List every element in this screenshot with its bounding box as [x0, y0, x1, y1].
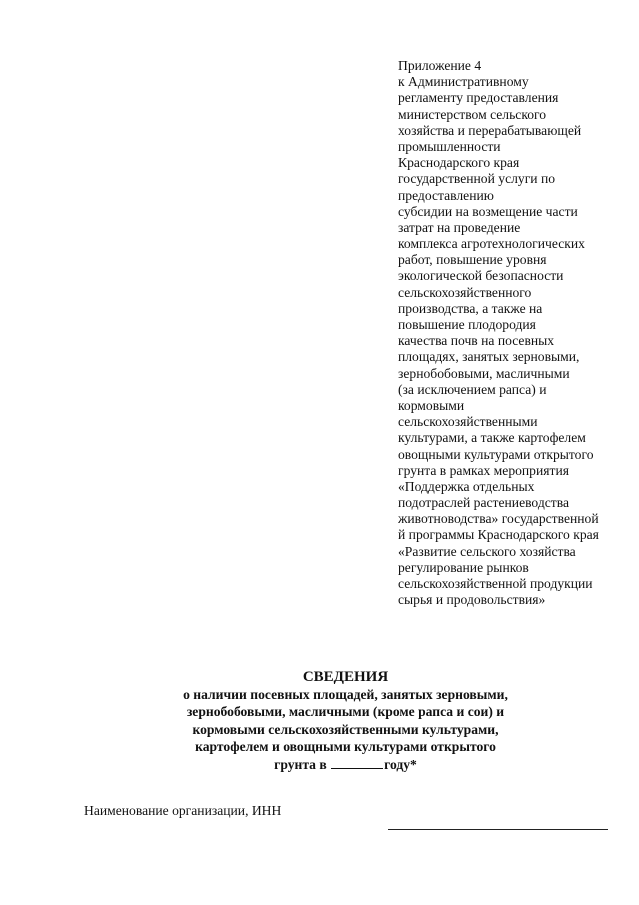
title-line-2: зернобобовыми, масличными (кроме рапса и сои) и [186, 704, 505, 720]
organization-underline [388, 829, 608, 830]
appendix-line: повышение плодородия [398, 317, 536, 332]
appendix-line: экологической безопасности [398, 268, 564, 284]
appendix-line: животноводства» государственной [398, 511, 599, 527]
appendix-line: зернобобовыми, масличными [398, 365, 570, 381]
title-line-5-end: году* [384, 756, 417, 772]
appendix-line: «Развитие сельского хозяйства [398, 543, 576, 559]
appendix-line: комплекса агротехнологических [398, 236, 585, 252]
appendix-line: сельскохозяйственной продукции [398, 576, 593, 591]
appendix-line: (за исключением рапса) и [398, 381, 547, 397]
appendix-line: подотраслей растениеводства [398, 495, 569, 511]
appendix-line: работ, повышение уровня [398, 252, 547, 268]
appendix-line: регламенту предоставления [398, 90, 559, 106]
title-line-5-start: грунта в [274, 756, 331, 772]
appendix-line: грунта в рамках мероприятия [398, 462, 569, 478]
appendix-line: затрат на проведение [398, 219, 521, 235]
appendix-line: регулирование рынков [398, 559, 529, 575]
appendix-line: Приложение 4 [398, 58, 482, 73]
appendix-line: хозяйства и перерабатывающей [398, 122, 582, 138]
appendix-line: сельскохозяйственного [398, 284, 532, 300]
title-line-5 [0, 756, 639, 773]
year-blank-line [331, 756, 383, 769]
title-line-4: картофелем и овощными культурами открытого [195, 739, 496, 755]
appendix-line: й программы Краснодарского края [398, 527, 599, 543]
appendix-line: предоставлению [398, 187, 494, 203]
title-line-1: о наличии посевных площадей, занятых зерновыми, [183, 687, 508, 702]
appendix-line: Краснодарского края [398, 155, 520, 171]
organization-label: Наименование организации, ИНН [84, 803, 282, 818]
appendix-line: качества почв на посевных [398, 333, 555, 349]
appendix-line: к Административному [398, 74, 529, 90]
appendix-line: «Поддержка отдельных [398, 478, 535, 494]
appendix-line: промышленности [398, 138, 501, 154]
appendix-block [398, 58, 639, 608]
title-line-3: кормовыми сельскохозяйственными культурами, [192, 721, 499, 737]
document-heading: СВЕДЕНИЯ [302, 669, 389, 685]
appendix-line: сельскохозяйственными [398, 414, 538, 430]
appendix-line: овощными культурами открытого [398, 446, 594, 462]
appendix-line: государственной услуги по [398, 171, 556, 187]
appendix-line: сырья и продовольствия» [398, 592, 546, 608]
document-title-block [0, 668, 639, 773]
appendix-line: производства, а также на [398, 300, 543, 316]
appendix-line: министерством сельского [398, 106, 547, 122]
appendix-line: субсидии на возмещение части [398, 203, 578, 219]
appendix-line: культурами, а также картофелем [398, 430, 586, 446]
appendix-line: кормовыми [398, 397, 465, 413]
appendix-line: площадях, занятых зерновыми, [398, 349, 580, 365]
